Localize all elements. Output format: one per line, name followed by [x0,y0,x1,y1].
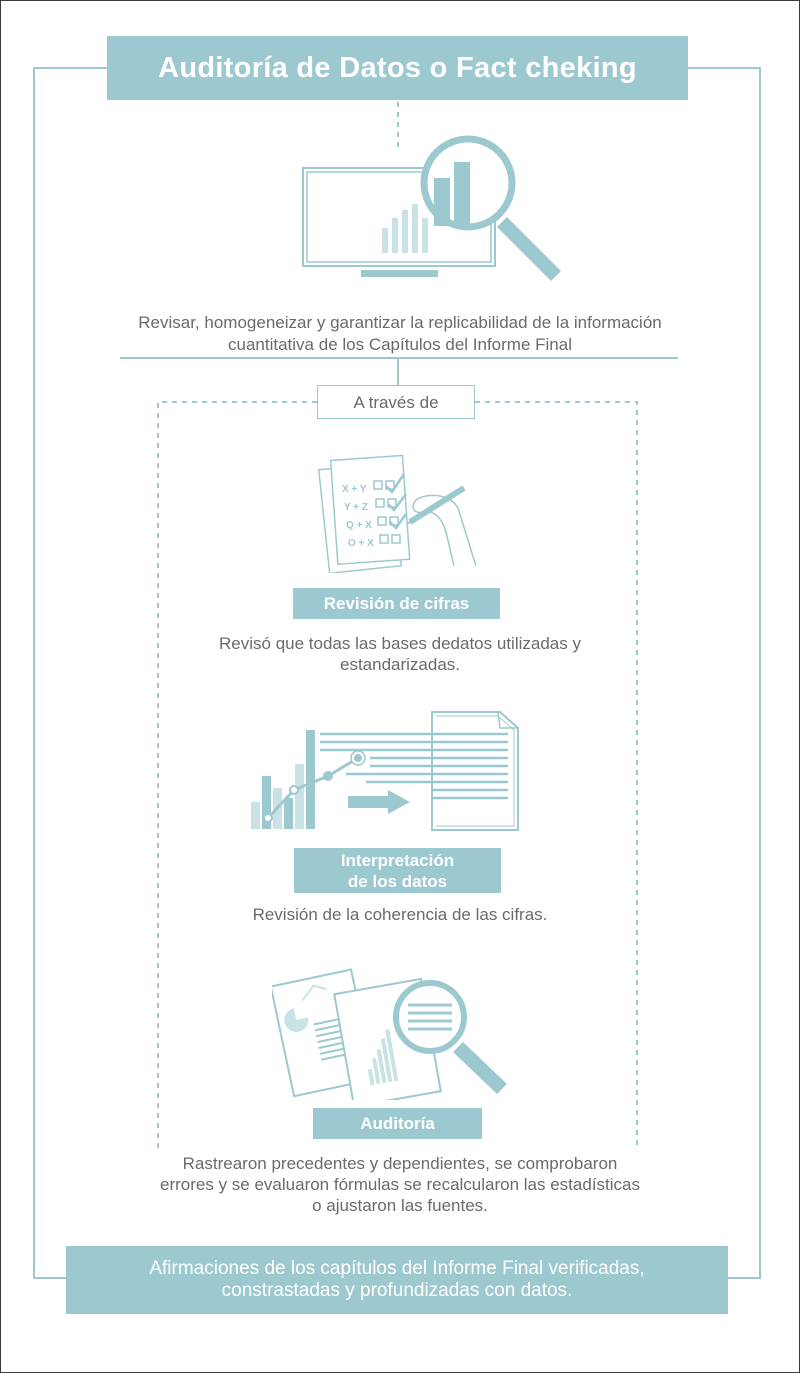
worksheet-row-2: Y + Z [344,502,368,513]
monitor-magnifier-icon [296,128,586,293]
via-label: A través de [317,385,475,419]
step-desc-revision-cifras: Revisó que todas las bases dedatos utilizadas y estandarizadas. [219,634,581,674]
worksheet-row-1: X + Y [342,484,367,495]
conclusion-band [66,1246,728,1314]
checklist-icon [318,448,488,573]
page-title: Auditoría de Datos o Fact cheking [107,36,688,100]
step-desc-interpretacion: Revisión de la coherencia de las cifras. [252,905,548,924]
step-label-auditoria: Auditoría [313,1108,482,1139]
conclusion-text: Afirmaciones de los capítulos del Informe Final verificadas, constrastadas y profundizadas con datos. [149,1258,645,1301]
step-desc-auditoria: Rastrearon precedentes y dependientes, se comprobaron errores y se evaluaron fórmulas se recalcularon las estadísticas o ajustaron las fuentes. [160,1154,640,1215]
step-label-interpretacion-line1: Interpretación [340,851,455,870]
step-label-revision-cifras: Revisión de cifras [293,588,500,619]
intro-text: Revisar, homogeneizar y garantizar la replicabilidad de la información cuantitativa de los Capítulos del Informe Final [138,313,662,354]
worksheet-row-3: Q + X [346,520,372,531]
chart-to-document-icon [246,706,526,834]
step-label-interpretacion [294,848,501,893]
worksheet-row-4: O + X [348,538,374,549]
report-magnifier-icon [272,955,512,1100]
step-label-interpretacion-line2: de los datos [347,872,448,891]
